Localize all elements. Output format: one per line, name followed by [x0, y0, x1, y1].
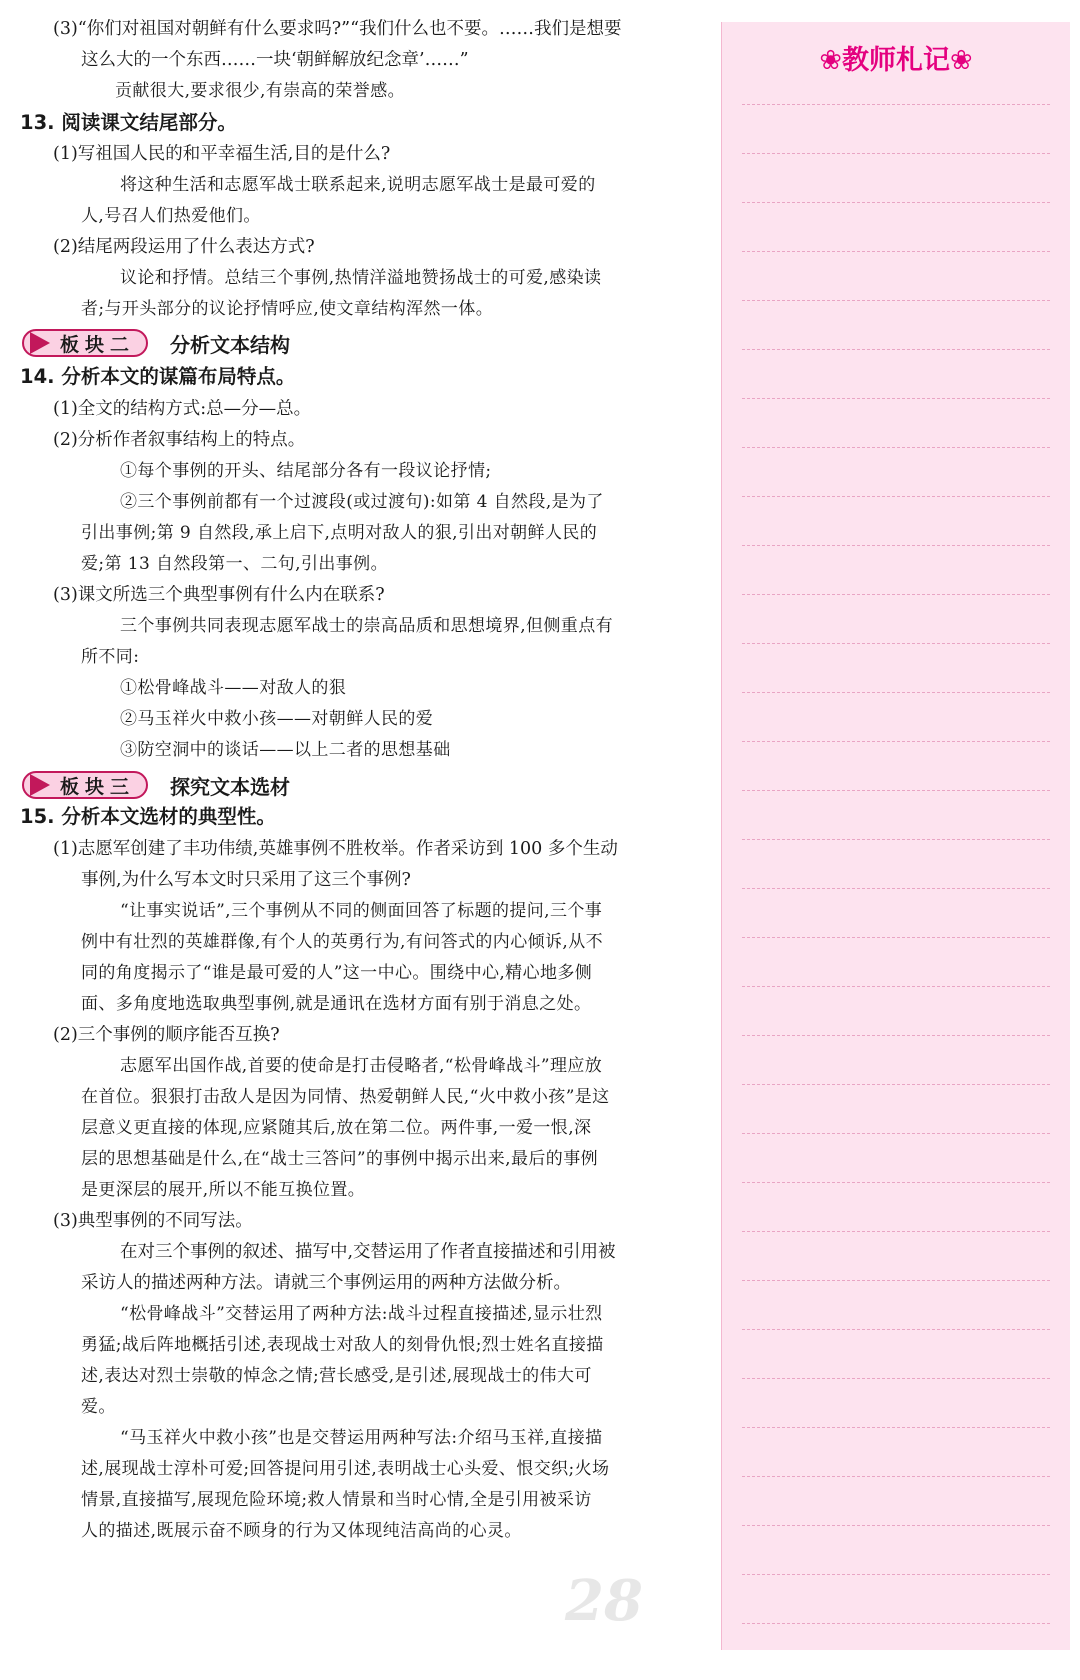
answer-line: 人,号召人们热爱他们。	[81, 206, 261, 226]
answer-line: 引出事例;第 9 自然段,承上启下,点明对敌人的狠,引出对朝鲜人民的	[81, 523, 598, 543]
note-line	[742, 790, 1050, 791]
answer-line: 三个事例共同表现志愿军战士的崇高品质和思想境界,但侧重点有	[120, 616, 614, 636]
note-line	[742, 202, 1050, 203]
question-13-heading: 13. 阅读课文结尾部分。	[20, 111, 237, 134]
note-line	[742, 251, 1050, 252]
answer-line: ①每个事例的开头、结尾部分各有一段议论抒情;	[120, 461, 492, 481]
note-line	[742, 1035, 1050, 1036]
answer-line: ②三个事例前都有一个过渡段(或过渡句):如第 4 自然段,是为了	[120, 492, 604, 512]
answer-line: 情景,直接描写,展现危险环境;救人情景和当时心情,全是引用被采访	[81, 1490, 592, 1510]
note-line	[742, 349, 1050, 350]
play-icon	[30, 774, 50, 796]
section-header-2	[22, 328, 290, 358]
answer-line: 者;与开头部分的议论抒情呼应,使文章结构浑然一体。	[81, 299, 494, 319]
answer-line: 面、多角度地选取典型事例,就是通讯在选材方面有别于消息之处。	[81, 994, 592, 1014]
note-line	[742, 1525, 1050, 1526]
answer-line: 将这种生活和志愿军战士联系起来,说明志愿军战士是最可爱的	[120, 175, 596, 195]
note-line	[742, 398, 1050, 399]
text-line: (2)三个事例的顺序能否互换?	[53, 1025, 280, 1045]
text-line: 采访人的描述两种方法。请就三个事例运用的两种方法做分析。	[81, 1273, 571, 1293]
note-line	[742, 104, 1050, 105]
note-line	[742, 937, 1050, 938]
answer-line: 是更深层的展开,所以不能互换位置。	[81, 1180, 366, 1200]
note-line	[742, 1623, 1050, 1624]
note-line	[742, 1280, 1050, 1281]
answer-line: 爱。	[81, 1397, 116, 1417]
section-badge: 板块三	[22, 771, 148, 799]
note-line	[742, 1084, 1050, 1085]
answer-line: 贡献很大,要求很少,有崇高的荣誉感。	[115, 81, 406, 101]
text-line: (1)全文的结构方式:总—分—总。	[53, 399, 312, 419]
note-line	[742, 643, 1050, 644]
note-line	[742, 1476, 1050, 1477]
answer-line: “让事实说话”,三个事例从不同的侧面回答了标题的提问,三个事	[120, 901, 603, 921]
note-line	[742, 888, 1050, 889]
section-title: 分析文本结构	[170, 332, 290, 357]
text-line: 事例,为什么写本文时只采用了这三个事例?	[81, 870, 411, 890]
note-line	[742, 1427, 1050, 1428]
note-line	[742, 545, 1050, 546]
text-line: 在对三个事例的叙述、描写中,交替运用了作者直接描述和引用被	[120, 1242, 616, 1262]
teacher-notes-title: ❀教师札记❀	[819, 45, 973, 76]
note-line	[742, 1574, 1050, 1575]
section-header-3	[22, 770, 290, 800]
note-line	[742, 300, 1050, 301]
answer-line: 志愿军出国作战,首要的使命是打击侵略者,“松骨峰战斗”理应放	[120, 1056, 603, 1076]
text-line: (1)写祖国人民的和平幸福生活,目的是什么?	[53, 144, 391, 164]
answer-line: 人的描述,既展示奋不顾身的行为又体现纯洁高尚的心灵。	[81, 1521, 522, 1541]
section-title: 探究文本选材	[170, 774, 290, 799]
answer-line: 所不同:	[81, 647, 140, 667]
note-line	[742, 594, 1050, 595]
text-line: (2)分析作者叙事结构上的特点。	[53, 430, 306, 450]
answer-line: 层的思想基础是什么,在“战士三答问”的事例中揭示出来,最后的事例	[81, 1149, 598, 1169]
note-line	[742, 692, 1050, 693]
note-line	[742, 839, 1050, 840]
note-line	[742, 1182, 1050, 1183]
answer-line: 述,展现战士淳朴可爱;回答提问用引述,表明战士心头爱、恨交织;火场	[81, 1459, 610, 1479]
text-line: (3)典型事例的不同写法。	[53, 1211, 253, 1231]
section-badge: 板块二	[22, 329, 148, 357]
note-line	[742, 986, 1050, 987]
note-line	[742, 1133, 1050, 1134]
page-number: 28	[565, 1568, 643, 1634]
answer-line: 勇猛;战后阵地概括引述,表现战士对敌人的刻骨仇恨;烈士姓名直接描	[81, 1335, 604, 1355]
answer-line: 同的角度揭示了“谁是最可爱的人”这一中心。围绕中心,精心地多侧	[81, 963, 593, 983]
answer-line: “马玉祥火中救小孩”也是交替运用两种写法:介绍马玉祥,直接描	[120, 1428, 603, 1448]
question-14-heading: 14. 分析本文的谋篇布局特点。	[20, 365, 296, 388]
text-line: 这么大的一个东西……一块‘朝鲜解放纪念章’……”	[81, 50, 469, 70]
answer-line: 层意义更直接的体现,应紧随其后,放在第二位。两件事,一爱一恨,深	[81, 1118, 592, 1138]
note-line	[742, 447, 1050, 448]
answer-line: 在首位。狠狠打击敌人是因为同情、热爱朝鲜人民,“火中救小孩”是这	[81, 1087, 610, 1107]
note-line	[742, 1231, 1050, 1232]
note-line	[742, 496, 1050, 497]
answer-line: ①松骨峰战斗——对敌人的狠	[120, 678, 347, 698]
teacher-notes-panel	[721, 22, 1070, 1650]
note-line	[742, 1329, 1050, 1330]
answer-line: 爱;第 13 自然段第一、二句,引出事例。	[81, 554, 388, 574]
answer-line: ②马玉祥火中救小孩——对朝鲜人民的爱	[120, 709, 434, 729]
answer-line: 述,表达对烈士崇敬的悼念之情;营长感受,是引述,展现战士的伟大可	[81, 1366, 592, 1386]
text-line: (3)课文所选三个典型事例有什么内在联系?	[53, 585, 385, 605]
note-line	[742, 741, 1050, 742]
text-line: (3)“你们对祖国对朝鲜有什么要求吗?”“我们什么也不要。……我们是想要	[53, 19, 622, 39]
note-line	[742, 1378, 1050, 1379]
note-line	[742, 153, 1050, 154]
question-15-heading: 15. 分析本文选材的典型性。	[20, 805, 276, 828]
answer-line: “松骨峰战斗”交替运用了两种方法:战斗过程直接描述,显示壮烈	[120, 1304, 603, 1324]
answer-line: 例中有壮烈的英雄群像,有个人的英勇行为,有问答式的内心倾诉,从不	[81, 932, 604, 952]
text-line: (1)志愿军创建了丰功伟绩,英雄事例不胜枚举。作者采访到 100 多个生动	[53, 839, 618, 859]
play-icon	[30, 332, 50, 354]
text-line: (2)结尾两段运用了什么表达方式?	[53, 237, 315, 257]
answer-line: 议论和抒情。总结三个事例,热情洋溢地赞扬战士的可爱,感染读	[120, 268, 602, 288]
answer-line: ③防空洞中的谈话——以上二者的思想基础	[120, 740, 451, 760]
